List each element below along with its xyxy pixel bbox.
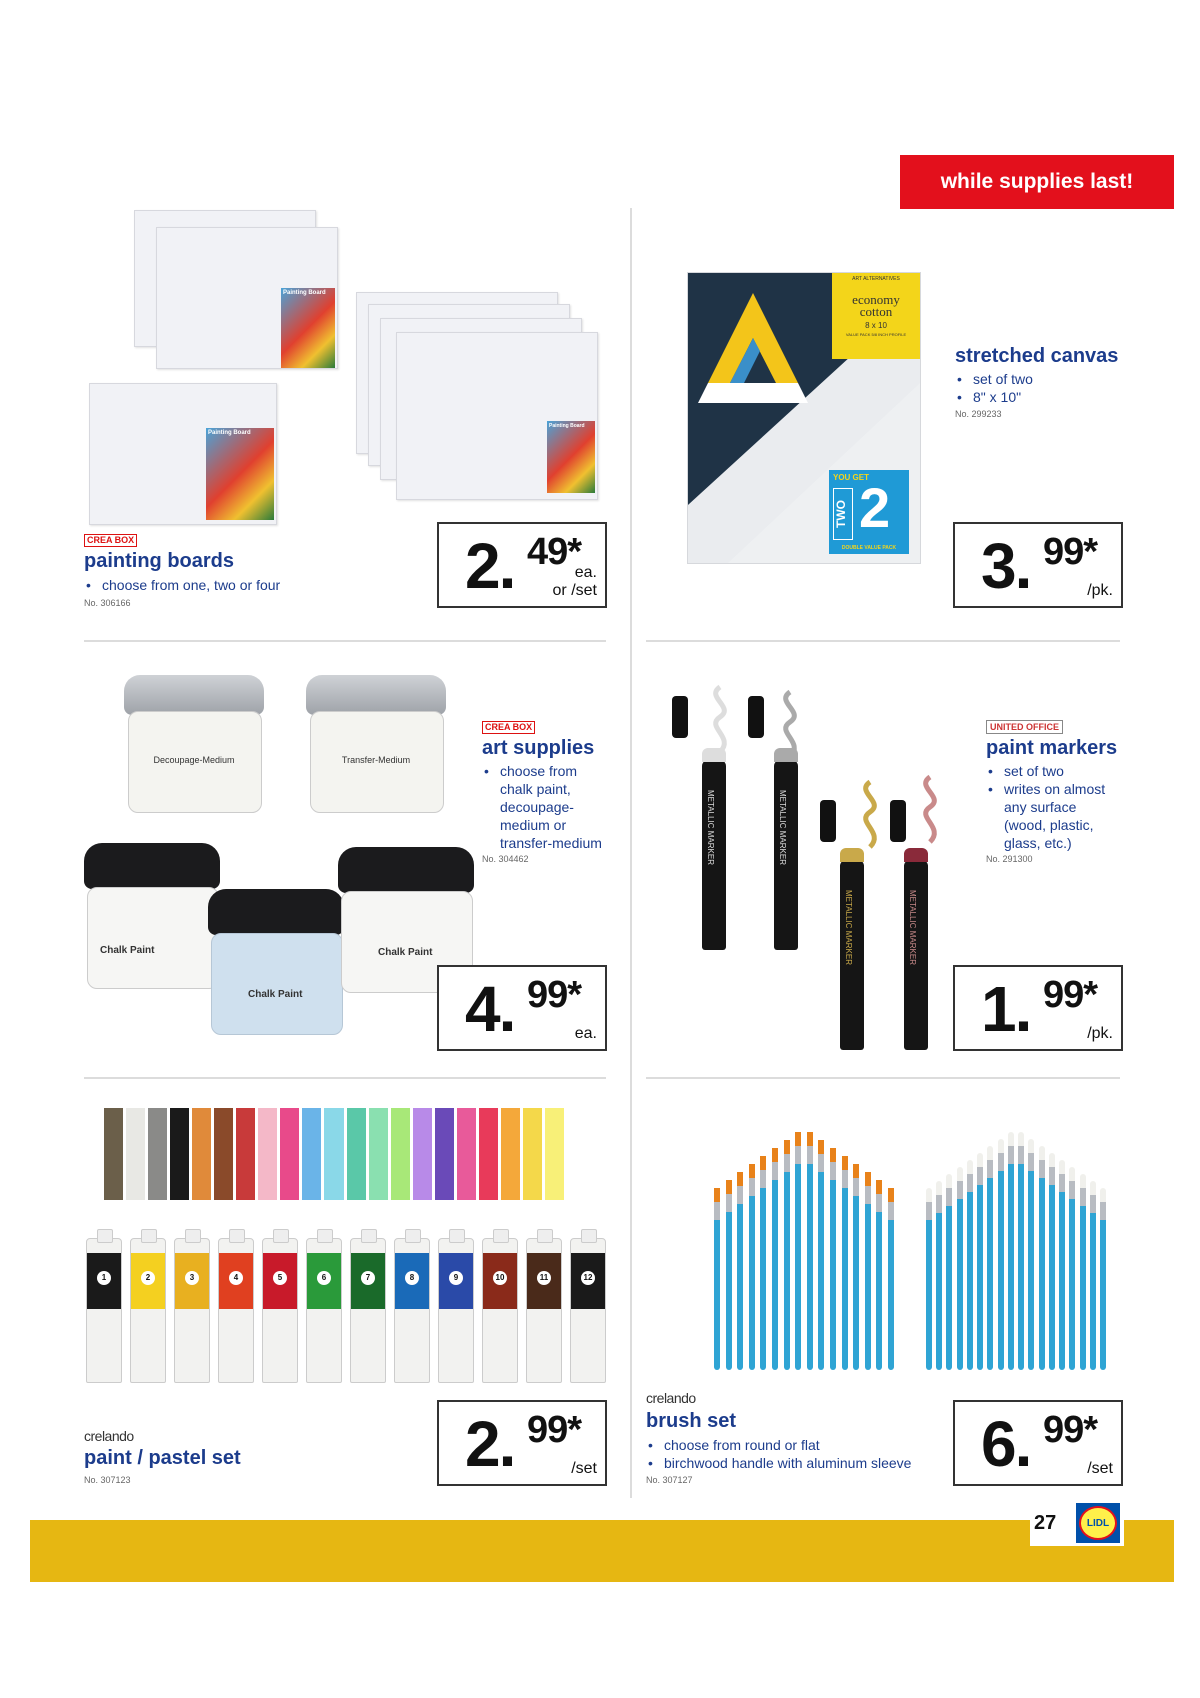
bullet: • writes on almost any surface (wood, plastic, glass, etc.) xyxy=(986,780,1116,852)
brush xyxy=(749,1164,755,1370)
pastel-stick xyxy=(104,1108,123,1200)
price-unit: /set xyxy=(571,1460,597,1477)
round-brushes-image xyxy=(918,1108,1108,1390)
pastel-stick xyxy=(236,1108,255,1200)
pastel-stick xyxy=(280,1108,299,1200)
brush xyxy=(977,1153,983,1370)
marker-cap xyxy=(748,696,764,738)
brush-set-bullets xyxy=(646,1436,946,1472)
brush xyxy=(926,1188,932,1370)
row-divider xyxy=(84,1077,606,1079)
united-office-logo: UNITED OFFICE xyxy=(986,717,1063,735)
paint-tube xyxy=(438,1238,474,1383)
board-label: Painting Board xyxy=(281,288,335,368)
price-unit: /set xyxy=(1087,1460,1113,1477)
row-divider xyxy=(84,640,606,642)
price-cents: 99* xyxy=(1043,974,1098,1016)
board-label: Painting Board xyxy=(547,421,595,493)
paint-tubes xyxy=(86,1238,606,1383)
pastel-stick xyxy=(170,1108,189,1200)
price-cents: 99* xyxy=(527,1409,582,1451)
painting-boards-price xyxy=(437,522,607,608)
gold-squiggle xyxy=(850,777,890,857)
paint-tube xyxy=(86,1238,122,1383)
brush xyxy=(865,1172,871,1370)
pastel-stick xyxy=(545,1108,564,1200)
paint-tube xyxy=(526,1238,562,1383)
price-cents: 49* xyxy=(527,531,582,573)
two-pack-badge: YOU GET TWO 2 DOUBLE VALUE PACK xyxy=(829,470,909,554)
pastel-stick xyxy=(435,1108,454,1200)
brush xyxy=(818,1140,824,1370)
tube-number: 12 xyxy=(581,1271,595,1285)
jar: Chalk Paint xyxy=(338,847,474,997)
bullet: • set of two xyxy=(986,762,1116,780)
painting-boards-stack-image xyxy=(354,290,604,510)
brush xyxy=(795,1132,801,1370)
painting-boards-item-no: No. 306166 xyxy=(84,598,131,608)
stretched-canvas-price xyxy=(953,522,1123,608)
art-supplies-price xyxy=(437,965,607,1051)
board xyxy=(396,332,598,500)
bullet: • choose from one, two or four xyxy=(84,576,384,594)
brush xyxy=(1059,1160,1065,1370)
paint-tube xyxy=(174,1238,210,1383)
art-supplies-title: art supplies xyxy=(482,737,595,759)
price-cents: 99* xyxy=(1043,1409,1098,1451)
crea-box-logo: CREA BOX xyxy=(482,717,535,735)
paint-markers-price xyxy=(953,965,1123,1051)
brush xyxy=(1028,1139,1034,1370)
art-supplies-bullets xyxy=(482,762,612,852)
brush xyxy=(1069,1167,1075,1370)
brush xyxy=(967,1160,973,1370)
brush xyxy=(1049,1153,1055,1370)
canvas-label: ART ALTERNATIVES economy cotton 8 x 10 VALUE PACK 5/8 INCH PROFILE xyxy=(832,273,920,359)
paint-pastel-set-item-no: No. 307123 xyxy=(84,1475,131,1485)
pastel-stick xyxy=(523,1108,542,1200)
stretched-canvas-bullets xyxy=(955,370,1155,406)
paint-tube xyxy=(262,1238,298,1383)
banner-text: while supplies last! xyxy=(940,170,1134,193)
brush xyxy=(1018,1132,1024,1370)
price-cents: 99* xyxy=(1043,531,1098,573)
paint-markers-item-no: No. 291300 xyxy=(986,854,1033,864)
tube-number: 8 xyxy=(405,1271,419,1285)
brush xyxy=(1008,1132,1014,1370)
paint-tube xyxy=(482,1238,518,1383)
marker-cap xyxy=(820,800,836,842)
price-main: 2. xyxy=(465,530,515,602)
brush xyxy=(1100,1188,1106,1370)
paint-tube xyxy=(350,1238,386,1383)
tube-number: 7 xyxy=(361,1271,375,1285)
tube-number: 9 xyxy=(449,1271,463,1285)
pastel-stick xyxy=(347,1108,366,1200)
bullet: • birchwood handle with aluminum sleeve xyxy=(646,1454,946,1472)
brush xyxy=(830,1148,836,1370)
brush xyxy=(946,1174,952,1370)
tube-number: 3 xyxy=(185,1271,199,1285)
marker-silver: METALLIC MARKER xyxy=(774,760,798,950)
jar: Chalk Paint xyxy=(208,889,344,1039)
brush-set-title: brush set xyxy=(646,1410,737,1432)
brush xyxy=(888,1188,894,1370)
brush xyxy=(957,1167,963,1370)
jar: Chalk Paint xyxy=(84,843,220,993)
pastel-stick xyxy=(413,1108,432,1200)
marker-rose: METALLIC MARKER xyxy=(904,860,928,1050)
brush xyxy=(714,1188,720,1370)
row-divider xyxy=(646,640,1120,642)
price-main: 3. xyxy=(981,530,1031,602)
paint-tube xyxy=(306,1238,342,1383)
pastel-stick xyxy=(369,1108,388,1200)
price-main: 4. xyxy=(465,973,515,1045)
page-number: 27 xyxy=(1034,1511,1057,1534)
row-divider xyxy=(646,1077,1120,1079)
brush xyxy=(1090,1181,1096,1370)
price-unit: ea. or /set xyxy=(552,564,597,599)
pastel-stick xyxy=(192,1108,211,1200)
tube-number: 2 xyxy=(141,1271,155,1285)
crelando-logo: crelando xyxy=(84,1428,134,1444)
price-unit: /pk. xyxy=(1087,1025,1113,1042)
board xyxy=(156,227,338,369)
paint-markers-image xyxy=(660,682,960,1057)
board xyxy=(89,383,277,525)
brush xyxy=(987,1146,993,1370)
tube-number: 6 xyxy=(317,1271,331,1285)
marker-gold: METALLIC MARKER xyxy=(840,860,864,1050)
price-cents: 99* xyxy=(527,974,582,1016)
art-supplies-image xyxy=(84,675,474,1055)
brush-set-item-no: No. 307127 xyxy=(646,1475,693,1485)
jar: Transfer-Medium xyxy=(306,675,446,815)
painting-boards-image xyxy=(84,205,354,530)
painting-boards-bullets xyxy=(84,576,384,594)
bullet: • set of two xyxy=(955,370,1155,388)
painting-boards-title: painting boards xyxy=(84,550,234,572)
tube-number: 5 xyxy=(273,1271,287,1285)
footer-badge xyxy=(1030,1500,1124,1546)
brush xyxy=(737,1172,743,1370)
flat-brushes-image xyxy=(706,1108,896,1390)
paint-markers-bullets xyxy=(986,762,1116,852)
brush xyxy=(842,1156,848,1370)
tube-number: 1 xyxy=(97,1271,111,1285)
supplies-banner xyxy=(900,155,1174,209)
board-label: Painting Board xyxy=(206,428,274,520)
price-main: 2. xyxy=(465,1408,515,1480)
stretched-canvas-item-no: No. 299233 xyxy=(955,409,1002,419)
paint-tube xyxy=(218,1238,254,1383)
paint-tube xyxy=(394,1238,430,1383)
marker-cap xyxy=(672,696,688,738)
pastel-stick xyxy=(501,1108,520,1200)
brush xyxy=(1080,1174,1086,1370)
price-main: 6. xyxy=(981,1408,1031,1480)
brush xyxy=(998,1139,1004,1370)
pastel-stick xyxy=(214,1108,233,1200)
crelando-logo: crelando xyxy=(646,1390,696,1406)
stretched-canvas-title: stretched canvas xyxy=(955,345,1119,367)
marker-cap xyxy=(890,800,906,842)
pastel-stick xyxy=(391,1108,410,1200)
pastel-stick xyxy=(126,1108,145,1200)
paint-tube xyxy=(570,1238,606,1383)
pastel-stick xyxy=(479,1108,498,1200)
brush xyxy=(876,1180,882,1370)
footer-bar xyxy=(30,1520,1174,1582)
pastel-stick xyxy=(324,1108,343,1200)
price-main: 1. xyxy=(981,973,1031,1045)
art-supplies-item-no: No. 304462 xyxy=(482,854,529,864)
tube-number: 11 xyxy=(537,1271,551,1285)
bullet: • 8" x 10" xyxy=(955,388,1155,406)
pastel-stick xyxy=(302,1108,321,1200)
brush xyxy=(807,1132,813,1370)
price-unit: /pk. xyxy=(1087,582,1113,599)
paint-pastel-set-title: paint / pastel set xyxy=(84,1447,241,1469)
brush xyxy=(936,1181,942,1370)
brush xyxy=(784,1140,790,1370)
lidl-logo: LIDL xyxy=(1076,1503,1120,1543)
brush-set-price xyxy=(953,1400,1123,1486)
tube-number: 4 xyxy=(229,1271,243,1285)
brush xyxy=(853,1164,859,1370)
pastel-stick xyxy=(457,1108,476,1200)
pastel-stick xyxy=(148,1108,167,1200)
paint-pastel-set-price xyxy=(437,1400,607,1486)
jar: Decoupage-Medium xyxy=(124,675,264,815)
marker-white: METALLIC MARKER xyxy=(702,760,726,950)
price-unit: ea. xyxy=(574,1025,597,1042)
bullet: • choose from chalk paint, decoupage-medium or transfer-medium xyxy=(482,762,612,852)
tube-number: 10 xyxy=(493,1271,507,1285)
pastel-sticks xyxy=(104,1108,564,1200)
brush xyxy=(1039,1146,1045,1370)
paint-markers-title: paint markers xyxy=(986,737,1118,759)
pastel-stick xyxy=(258,1108,277,1200)
brush xyxy=(760,1156,766,1370)
rose-squiggle xyxy=(910,772,950,852)
stretched-canvas-image xyxy=(687,272,921,564)
column-divider xyxy=(630,208,632,1498)
crea-box-logo: CREA BOX xyxy=(84,530,137,548)
brush xyxy=(772,1148,778,1370)
brush xyxy=(726,1180,732,1370)
bullet: • choose from round or flat xyxy=(646,1436,946,1454)
paint-tube xyxy=(130,1238,166,1383)
